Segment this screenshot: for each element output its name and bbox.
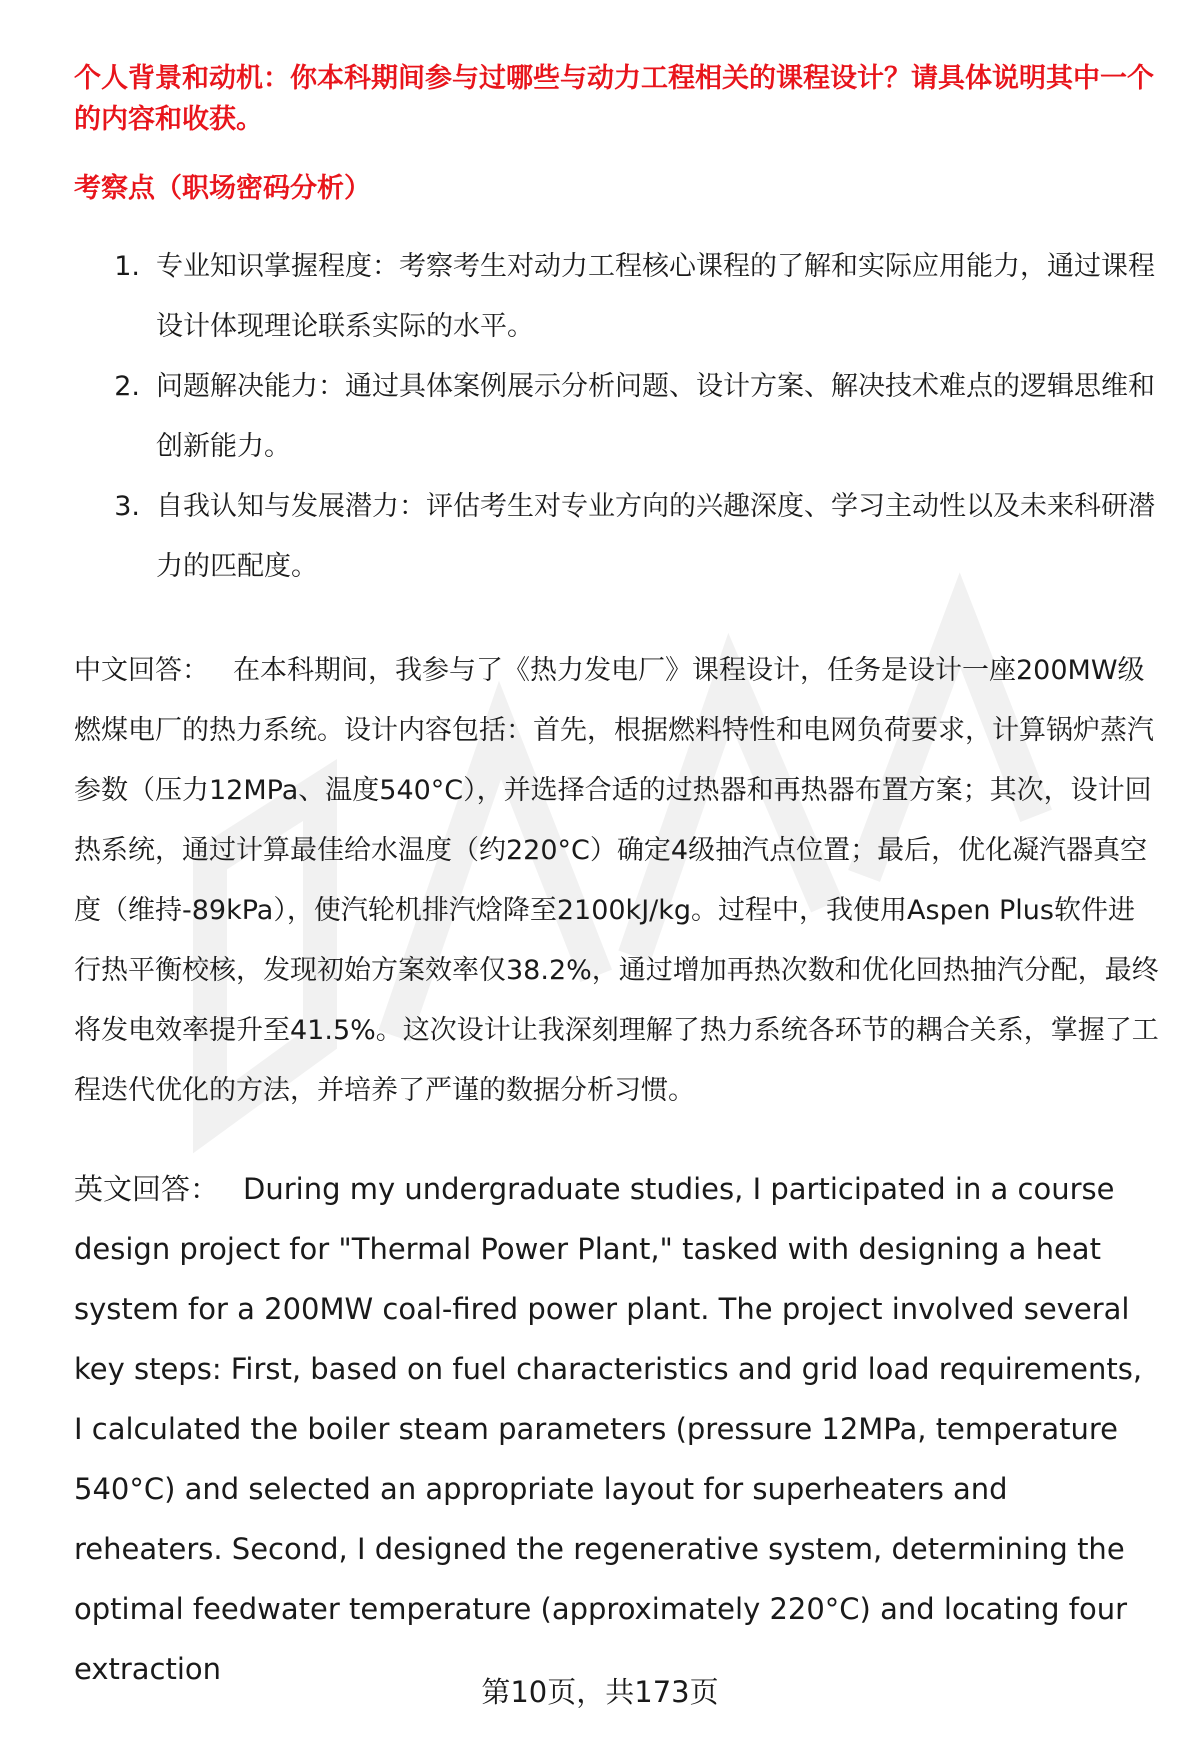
chinese-answer (74, 641, 1159, 1121)
english-answer-label: 英文回答： (74, 1172, 220, 1206)
english-answer (74, 1159, 1159, 1699)
list-item (74, 477, 1159, 597)
chinese-answer-text: 在本科期间，我参与了《热力发电厂》课程设计，任务是设计一座200MW级燃煤电厂的热力系统。设计内容包括：首先，根据燃料特性和电网负荷要求，计算锅炉蒸汽参数（压力12MPa、温度540°C），并选择合适的过热器和再热器布置方案；其次，设计回热系统，通过计算最佳给水温度（约220°C）确定4级抽汽点位置；最后，优化凝汽器真空度（维持-89kPa），使汽轮机排汽焓降至2100kJ/kg。过程中，我使用Aspen Plus软件进行热平衡校核，发现初始方案效率仅38.2%，通过增加再热次数和优化回热抽汽分配，最终将发电效率提升至41.5%。这次设计让我深刻理解了热力系统各环节的耦合关系，掌握了工程迭代优化的方法，并培养了严谨的数据分析习惯。 (74, 655, 1159, 1106)
assessment-points-list (74, 237, 1159, 597)
question-heading: 个人背景和动机：你本科期间参与过哪些与动力工程相关的课程设计？请具体说明其中一个的内容和收获。 (74, 63, 1154, 135)
page-number-footer: 第10页，共173页 (481, 1675, 719, 1709)
list-item-text: 专业知识掌握程度：考察考生对动力工程核心课程的了解和实际应用能力，通过课程设计体现理论联系实际的水平。 (156, 251, 1155, 342)
list-item (74, 237, 1159, 357)
list-item-number: 2. (114, 371, 140, 402)
list-item (74, 357, 1159, 477)
list-item-number: 1. (114, 251, 140, 282)
list-item-text: 问题解决能力：通过具体案例展示分析问题、设计方案、解决技术难点的逻辑思维和创新能力。 (156, 371, 1155, 462)
list-item-text: 自我认知与发展潜力：评估考生对专业方向的兴趣深度、学习主动性以及未来科研潜力的匹配度。 (156, 491, 1155, 582)
document-page (74, 58, 1159, 1699)
chinese-answer-label: 中文回答： (74, 655, 209, 686)
section-title: 考察点（职场密码分析） (74, 173, 371, 204)
list-item-number: 3. (114, 491, 140, 522)
english-answer-text: During my undergraduate studies, I participated in a course design project for "Thermal Power Plant," tasked with designing a heat system for a 200MW coal-fired power plant. The project involved several key steps: First, based on fuel characteristics and grid load requirements, I calculated the boiler steam parameters (pressure 12MPa, temperature 540°C) and selected an appropriate layout for superheaters and reheaters. Second, I designed the regenerative system, determining the optimal feedwater temperature (approximately 220°C) and locating four extraction (74, 1172, 1143, 1686)
